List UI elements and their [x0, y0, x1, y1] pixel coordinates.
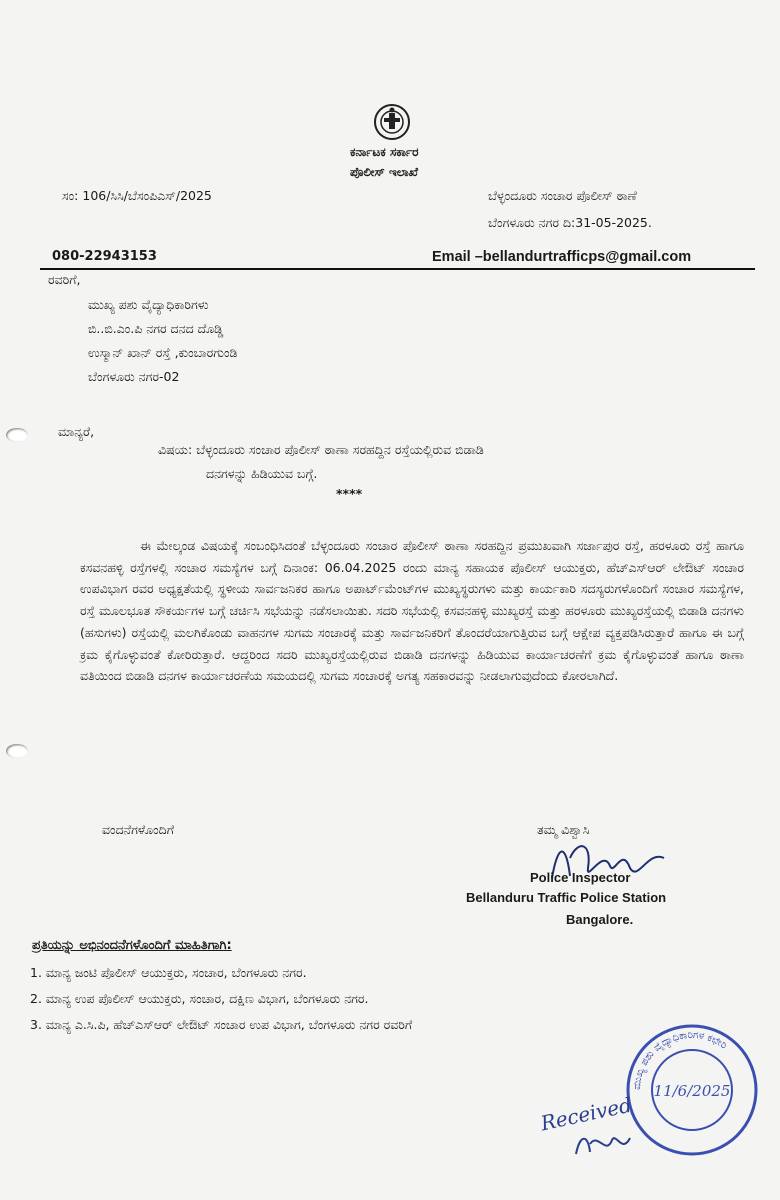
received-note: Received	[538, 1092, 634, 1136]
yours-faithfully: ತಮ್ಮ ವಿಶ್ವಾಸಿ	[537, 822, 590, 837]
police-emblem-icon	[370, 102, 414, 142]
addressee-line: ಮುಖ್ಯ ಪಶು ವೈದ್ಯಾಧಿಕಾರಿಗಳು	[88, 297, 209, 312]
received-initials-scribble	[572, 1130, 632, 1160]
subject-line: ದನಗಳನ್ನು ಹಿಡಿಯುವ ಬಗ್ಗೆ.	[206, 466, 318, 481]
stamp-ring-text: ಮುಖ್ಯ ಪಶು ವೈದ್ಯಾಧಿಕಾರಿಗಳ ಕಛೇರಿ	[631, 1029, 729, 1091]
place-date: ಬೆಂಗಳೂರು ನಗರ ದಿ:31-05-2025.	[488, 215, 652, 230]
cc-heading: ಪ್ರತಿಯನ್ನು ಅಭಿನಂದನೆಗಳೊಂದಿಗೆ ಮಾಹಿತಿಗಾಗಿ:	[32, 938, 232, 953]
greeting: ಮಾನ್ಯರೆ,	[58, 424, 95, 439]
reference-number: ಸಂ: 106/ಸಿಸಿ/ಬೆಸಂಪಿಎಸ್/2025	[62, 188, 212, 203]
punch-hole-bottom	[6, 744, 28, 758]
station-name: ಬೆಳ್ಳಂದೂರು ಸಂಚಾರ ಪೊಲೀಸ್ ಠಾಣೆ	[488, 188, 637, 203]
received-stamp	[622, 1020, 762, 1160]
cc-item: 2. ಮಾನ್ಯ ಉಪ ಪೊಲೀಸ್ ಆಯುಕ್ತರು, ಸಂಚಾರ, ದಕ್ಷಿಣ ವಿಭಾಗ, ಬೆಂಗಳೂರು ನಗರ.	[30, 991, 369, 1006]
signatory-station: Bellanduru Traffic Police Station	[466, 890, 667, 905]
signatory-title: Police Inspector	[530, 870, 631, 885]
addressee-line: ಬೆಂಗಳೂರು ನಗರ-02	[88, 369, 180, 384]
cc-item: 3. ಮಾನ್ಯ ಎ.ಸಿ.ಪಿ, ಹೆಚ್‌ಎಸ್‌ಆರ್ ಲೇಔಟ್ ಸಂಚಾರ ಉಪ ವಿಭಾಗ, ಬೆಂಗಳೂರು ನಗರ ರವರಿಗೆ	[30, 1017, 413, 1032]
closing: ವಂದನೆಗಳೊಂದಿಗೆ	[102, 822, 174, 837]
subject-line: ವಿಷಯ: ಬೆಳ್ಳಂದೂರು ಸಂಚಾರ ಪೊಲೀಸ್ ಠಾಣಾ ಸರಹದ್ದಿನ ರಸ್ತೆಯಲ್ಲಿರುವ ಬಿಡಾಡಿ	[158, 442, 484, 457]
phone-number: 080-22943153	[52, 249, 157, 264]
subject-stars: ****	[336, 486, 363, 501]
govt-name: ಕರ್ನಾಟಕ ಸರ್ಕಾರ	[350, 145, 419, 159]
addressee-line: ಬಿ..ಬಿ.ಎಂ.ಪಿ ನಗರ ದನದ ದೊಡ್ಡಿ	[88, 321, 224, 336]
stamp-date: 11/6/2025	[653, 1082, 731, 1100]
dept-name: ಪೊಲೀಸ್ ಇಲಾಖೆ	[350, 165, 418, 179]
punch-hole-top	[6, 428, 28, 442]
cc-item: 1. ಮಾನ್ಯ ಜಂಟಿ ಪೊಲೀಸ್ ಆಯುಕ್ತರು, ಸಂಚಾರ, ಬೆಂಗಳೂರು ನಗರ.	[30, 965, 307, 980]
addressee-line: ಉಸ್ಮಾನ್ ಖಾನ್ ರಸ್ತೆ ,ಕುಂಬಾರಗುಂಡಿ	[88, 345, 238, 360]
email-address: Email –bellandurtrafficps@gmail.com	[432, 249, 692, 265]
to-label: ರವರಿಗೆ,	[48, 272, 81, 287]
signatory-city: Bangalore.	[566, 912, 634, 927]
header-divider	[40, 268, 755, 270]
body-paragraph: ಈ ಮೇಲ್ಕಂಡ ವಿಷಯಕ್ಕೆ ಸಂಬಂಧಿಸಿದಂತೆ ಬೆಳ್ಳಂದೂರು ಸಂಚಾರ ಪೊಲೀಸ್ ಠಾಣಾ ಸರಹದ್ದಿನ ಪ್ರಮುಖವಾಗಿ ಸರ್ಜಾಪುರ ರಸ್ತೆ, ಹರಳೂರು ರಸ್ತೆ ಹಾಗೂ ಕಸವನಹಳ್ಳಿ ರಸ್ತೆಗಳಲ್ಲಿ ಸಂಚಾರ ಸಮಸ್ಯೆಗಳ ಬಗ್ಗೆ ದಿನಾಂಕ: 06.04.2025 ರಂದು ಮಾನ್ಯ ಸಹಾಯಕ ಪೊಲೀಸ್ ಆಯುಕ್ತರು, ಹೆಚ್‌ಎಸ್‌ಆರ್ ಲೇಔಟ್ ಸಂಚಾರ ಉಪವಿಭಾಗ ರವರ ಅಧ್ಯಕ್ಷತೆಯಲ್ಲಿ ಸ್ಥಳೀಯ ಸಾರ್ವಜನಿಕರ ಹಾಗೂ ಅಪಾರ್ಟ್‌ಮೆಂಟ್‌ಗಳ ಮುಖ್ಯಸ್ಥರುಗಳು ಮತ್ತು ಕಾರ್ಯಕಾರಿ ಸದಸ್ಯರುಗಳೊಂದಿಗೆ ಸಂಚಾರ ಸಮಸ್ಯೆಗಳ, ರಸ್ತೆ ಮೂಲಭೂತ ಸೌಕರ್ಯಗಳ ಬಗ್ಗೆ ಚರ್ಚಿಸಿ ಸಭೆಯನ್ನು ನಡೆಸಲಾಯಿತು. ಸದರಿ ಸಭೆಯಲ್ಲಿ ಕಸವನಹಳ್ಳಿ ಮುಖ್ಯರಸ್ತೆ ಮತ್ತು ಹರಳೂರು ಮುಖ್ಯರಸ್ತೆಯಲ್ಲಿ ಬಿಡಾಡಿ ದನಗಳು (ಹಸುಗಳು) ರಸ್ತೆಯಲ್ಲಿ ಮಲಗಿಕೊಂಡು ವಾಹನಗಳ ಸುಗಮ ಸಂಚಾರಕ್ಕೆ ಮತ್ತು ಸಾರ್ವಜನಿಕರಿಗೆ ತೊಂದರೆಯಾಗುತ್ತಿರುವ ಬಗ್ಗೆ ಆಕ್ಷೇಪ ವ್ಯಕ್ತಪಡಿಸಿರುತ್ತಾರೆ ಹಾಗೂ ಈ ಬಗ್ಗೆ ಕ್ರಮ ಕೈಗೊಳ್ಳುವಂತೆ ಕೋರಿರುತ್ತಾರೆ. ಆದ್ದರಿಂದ ಸದರಿ ಮುಖ್ಯರಸ್ತೆಯಲ್ಲಿರುವ ಬಿಡಾಡಿ ದನಗಳನ್ನು ಹಿಡಿಯುವ ಕಾರ್ಯಾಚರಣೆಗೆ ಕ್ರಮ ಕೈಗೊಳ್ಳುವಂತೆ ಹಾಗೂ ಠಾಣಾ ವತಿಯಿಂದ ಬಿಡಾಡಿ ದನಗಳ ಕಾರ್ಯಾಚರಣೆಯ ಸಮಯದಲ್ಲಿ ಸುಗಮ ಸಂಚಾರಕ್ಕೆ ಅಗತ್ಯ ಸಹಕಾರವನ್ನು ನೀಡಲಾಗುವುದೆಂದು ಕೋರಲಾಗಿದೆ.	[80, 538, 744, 684]
